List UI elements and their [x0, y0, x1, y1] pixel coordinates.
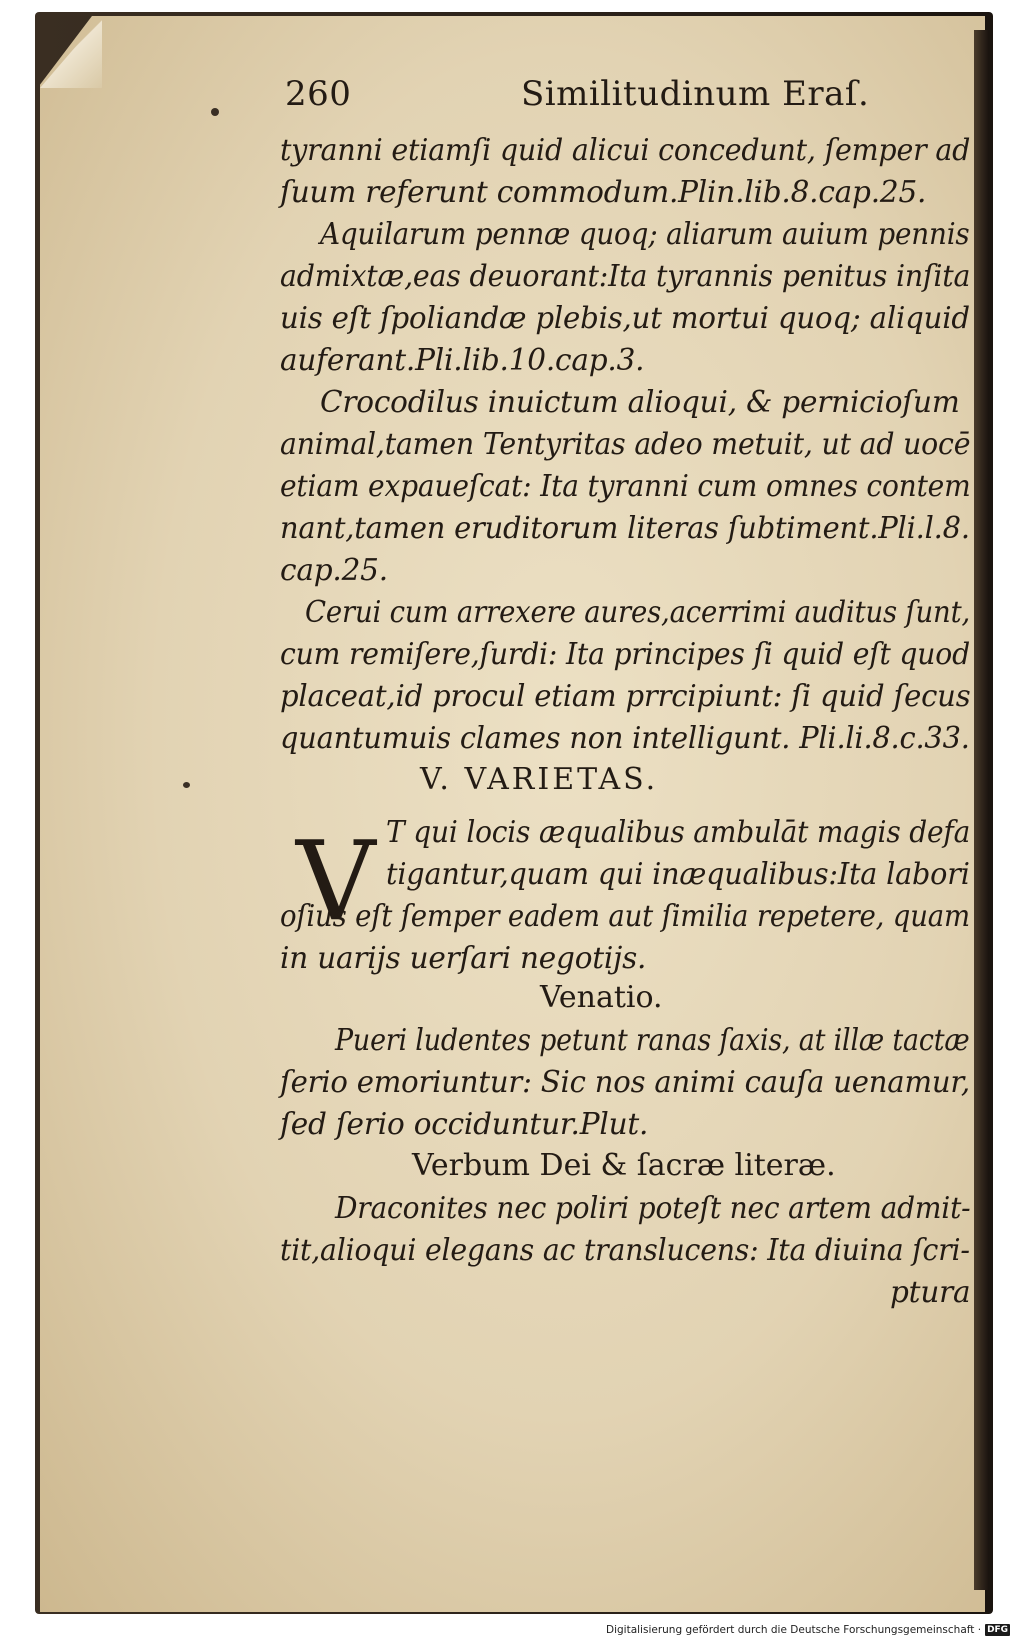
text-line: placeat,id procul etiam prrcipiunt: ſi quid ſecus	[280, 679, 971, 713]
digitization-credit	[606, 1622, 1010, 1638]
catchword: ptura	[890, 1275, 971, 1309]
text-line: tit,alioqui elegans ac translucens: Ita diuina ſcri-	[280, 1233, 970, 1267]
text-line: tigantur,quam qui inæqualibus:Ita labori	[386, 857, 970, 891]
page-number: 260	[285, 74, 352, 114]
text-line: ſuum referunt commodum.Plin.lib.8.cap.25.	[280, 175, 927, 209]
running-header	[285, 74, 985, 124]
text-line: ſed ſerio occiduntur.Plut.	[280, 1107, 649, 1141]
text-line: Draconites nec poliri poteſt nec artem admit-	[335, 1191, 971, 1225]
text-line: cum remiſere,ſurdi: Ita principes ſi quid eſt quod	[280, 637, 970, 671]
text-line: uis eſt ſpoliandæ plebis,ut mortui quoq; aliquid	[280, 301, 970, 335]
running-title: Similitudinum Eraſ.	[521, 74, 870, 114]
text-line: Cerui cum arrexere aures,acerrimi auditus ſunt,	[305, 595, 971, 629]
drop-cap: V	[296, 817, 376, 945]
text-line: etiam expaueſcat: Ita tyranni cum omnes contem	[280, 469, 971, 503]
section-heading: V. VARIETAS.	[420, 762, 659, 797]
text-line: oſius eſt ſemper eadem aut ſimilia repetere, quam	[280, 899, 970, 933]
text-line: Pueri ludentes petunt ranas ſaxis, at illæ tactæ	[335, 1023, 970, 1057]
subheading-venatio: Venatio.	[540, 980, 663, 1015]
text-line: nant,tamen eruditorum literas ſubtiment.Pli.l.8.	[280, 511, 970, 545]
text-line: T qui locis æqualibus ambulāt magis defa	[386, 815, 971, 849]
credit-text: Digitalisierung gefördert durch die Deutsche Forschungsgemeinschaft ·	[606, 1624, 982, 1636]
text-line: admixtæ,eas deuorant:Ita tyrannis penitus inſita	[280, 259, 971, 293]
subheading-verbum: Verbum Dei & ſacræ literæ.	[412, 1148, 836, 1183]
text-line: animal,tamen Tentyritas adeo metuit, ut ad uocē	[280, 427, 971, 461]
text-line: Crocodilus inuictum alioqui, & pernicioſum	[320, 385, 960, 419]
text-line: Aquilarum pennæ quoq; aliarum auium pennis	[320, 217, 970, 251]
text-line: tyranni etiamſi quid alicui concedunt, ſemper ad	[280, 133, 971, 167]
text-line: auferant.Pli.lib.10.cap.3.	[280, 343, 645, 377]
text-line: in uarijs uerſari negotijs.	[280, 941, 647, 975]
dfg-logo: DFG	[987, 1625, 1009, 1635]
text-line: quantumuis clames non intelligunt. Pli.li.8.c.33.	[280, 721, 970, 755]
text-line: ſerio emoriuntur: Sic nos animi cauſa uenamur,	[280, 1065, 970, 1099]
text-line: cap.25.	[280, 553, 388, 587]
